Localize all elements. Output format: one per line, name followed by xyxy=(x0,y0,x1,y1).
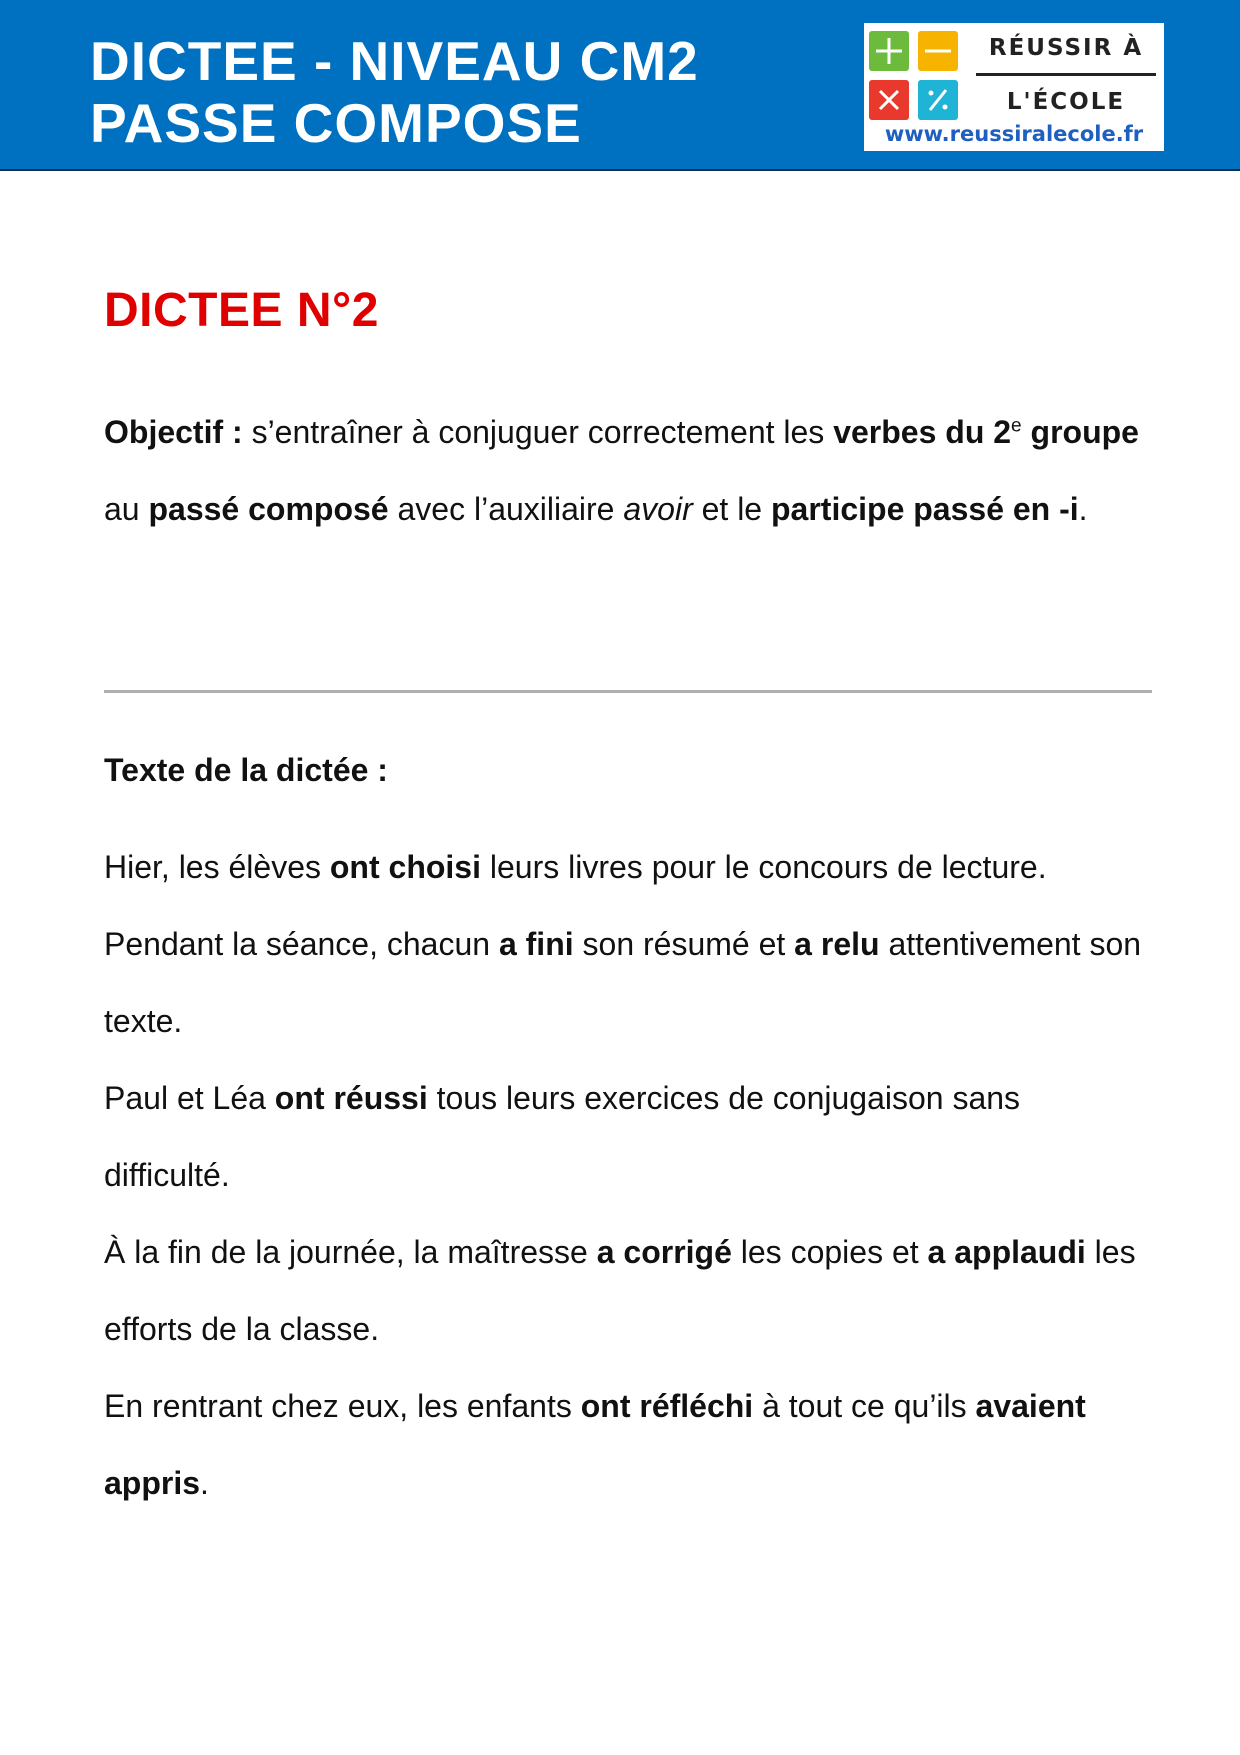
dictation-sentence-3 xyxy=(104,1060,1154,1214)
sentence-2-text-1: Pendant la séance, chacun xyxy=(104,926,499,962)
header-banner xyxy=(0,0,1240,171)
sentence-5-text-3: . xyxy=(200,1465,209,1501)
percent-icon xyxy=(918,80,958,120)
objective-bold-1: verbes du 2 xyxy=(833,414,1012,450)
dictation-title: DICTEE N°2 xyxy=(104,284,379,337)
logo-word-top: RÉUSSIR À xyxy=(988,35,1144,61)
sentence-5-verb-2: avaient appris xyxy=(104,1388,1086,1501)
sentence-1-text-2: leurs livres pour le concours de lecture. xyxy=(480,849,1047,885)
times-icon xyxy=(869,80,909,120)
sentence-2-text-3: attentivement son texte. xyxy=(104,926,1142,1039)
logo-divider xyxy=(976,73,1156,76)
sentence-4-text-3: les efforts de la classe. xyxy=(104,1234,1136,1347)
objective-paragraph xyxy=(104,394,1154,548)
sentence-3-text-1: Paul et Léa xyxy=(104,1080,275,1116)
plus-icon xyxy=(869,31,909,71)
objective-text-1: s’entraîner à conjuguer correctement les xyxy=(242,414,834,450)
section-divider xyxy=(104,690,1152,693)
dictation-sentence-4 xyxy=(104,1214,1154,1368)
minus-icon xyxy=(918,31,958,71)
header-title-line-1: DICTEE - NIVEAU CM2 xyxy=(90,30,699,92)
logo-word-bottom: L'ÉCOLE xyxy=(1006,89,1126,115)
dictation-sentence-5 xyxy=(104,1368,1154,1522)
dictation-text-heading: Texte de la dictée : xyxy=(104,752,388,788)
site-logo xyxy=(864,23,1164,151)
dictation-sentence-2 xyxy=(104,906,1154,1060)
sentence-4-verb-2: a applaudi xyxy=(927,1234,1086,1270)
objective-text-5: . xyxy=(1078,491,1088,527)
sentence-5-text-2: à tout ce qu’ils xyxy=(753,1388,976,1424)
objective-bold-3: passé composé xyxy=(148,491,389,527)
dictation-sentence-1 xyxy=(104,829,1154,906)
sentence-3-verb-1: ont réussi xyxy=(274,1080,428,1116)
sentence-2-verb-1: a fini xyxy=(498,926,574,962)
sentence-4-text-2: les copies et xyxy=(731,1234,928,1270)
sentence-4-verb-1: a corrigé xyxy=(596,1234,732,1270)
logo-url[interactable]: www.reussiralecole.fr xyxy=(884,122,1144,146)
sentence-5-verb-1: ont réfléchi xyxy=(580,1388,754,1424)
objective-text-3: avec l’auxiliaire xyxy=(388,491,624,527)
sentence-1-text-1: Hier, les élèves xyxy=(104,849,330,885)
sentence-4-text-1: À la fin de la journée, la maîtresse xyxy=(104,1234,597,1270)
objective-bold-4: participe passé en -i xyxy=(770,491,1079,527)
objective-italic: avoir xyxy=(623,491,693,527)
objective-superscript: e xyxy=(1011,415,1022,437)
objective-text-2: au xyxy=(104,491,149,527)
dictation-text xyxy=(104,829,1154,1522)
sentence-1-verb-1: ont choisi xyxy=(329,849,481,885)
sentence-5-text-1: En rentrant chez eux, les enfants xyxy=(104,1388,581,1424)
header-title-line-2: PASSE COMPOSE xyxy=(90,92,582,154)
objective-text-4: et le xyxy=(692,491,771,527)
objective-bold-2: groupe xyxy=(1030,414,1139,450)
sentence-2-verb-2: a relu xyxy=(794,926,880,962)
objective-label: Objectif : xyxy=(104,414,243,450)
header-title xyxy=(90,30,699,154)
sentence-2-text-2: son résumé et xyxy=(573,926,795,962)
sentence-3-text-2: tous leurs exercices de conjugaison sans difficulté. xyxy=(104,1080,1021,1193)
